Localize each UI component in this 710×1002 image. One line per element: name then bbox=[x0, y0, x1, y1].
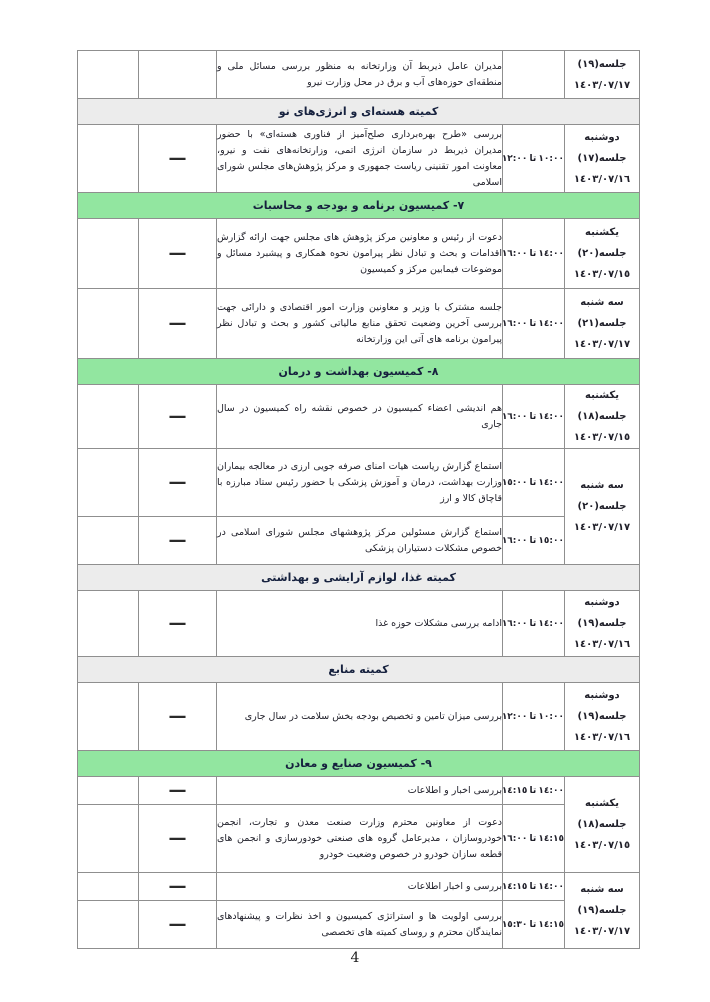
section-title: کمیته غذا، لوازم آرایشی و بهداشتی bbox=[78, 565, 640, 591]
time-cell: ١٤:٠٠ تا ١٦:٠٠ bbox=[503, 289, 565, 359]
session-number: جلسه(١٧) bbox=[577, 153, 627, 164]
agenda-cell: بررسی و اخبار اطلاعات bbox=[217, 873, 503, 901]
section-title: کمیته منابع bbox=[78, 657, 640, 683]
empty-cell bbox=[78, 125, 139, 193]
no-meeting-dash: — bbox=[168, 530, 187, 551]
agenda-cell: بررسی اخبار و اطلاعات bbox=[217, 777, 503, 805]
meeting-row bbox=[78, 219, 640, 289]
session-date: ١٤٠٣/٠٧/١٥ bbox=[573, 269, 631, 280]
session-date: ١٤٠٣/٠٧/١٧ bbox=[573, 522, 631, 533]
time-cell: ١٤:٠٠ تا ١٦:٠٠ bbox=[503, 385, 565, 449]
no-meeting-dash: — bbox=[168, 243, 187, 264]
no-meeting-dash: — bbox=[168, 706, 187, 727]
dash-cell bbox=[139, 219, 217, 289]
agenda-cell: استماع گزارش مسئولین مرکز پژوهشهای مجلس شورای اسلامی در خصوص مشکلات دستیاران پزشکی bbox=[217, 517, 503, 565]
page-number: 4 bbox=[350, 950, 360, 966]
session-date: ١٤٠٣/٠٧/١٧ bbox=[573, 79, 631, 91]
schedule-table bbox=[77, 50, 640, 949]
session-date-cell bbox=[565, 591, 640, 657]
dash-cell bbox=[139, 873, 217, 901]
dash-cell bbox=[139, 385, 217, 449]
meeting-row bbox=[78, 385, 640, 449]
session-date: ١٤٠٣/٠٧/١٧ bbox=[573, 339, 631, 350]
section-header-row bbox=[78, 657, 640, 683]
empty-cell bbox=[78, 901, 139, 949]
dash-cell bbox=[139, 51, 217, 99]
dash-cell bbox=[139, 449, 217, 517]
no-meeting-dash: — bbox=[168, 914, 187, 935]
empty-cell bbox=[78, 873, 139, 901]
section-header-row bbox=[78, 565, 640, 591]
section-title: ٧- کمیسیون برنامه و بودجه و محاسبات bbox=[78, 193, 640, 219]
session-date-cell bbox=[565, 51, 640, 99]
session-date: ١٤٠٣/٠٧/١٦ bbox=[573, 732, 631, 743]
dash-cell bbox=[139, 289, 217, 359]
no-meeting-dash: — bbox=[168, 780, 187, 801]
time-cell: ١٥:٠٠ تا ١٦:٠٠ bbox=[503, 517, 565, 565]
section-header-row bbox=[78, 99, 640, 125]
time-cell: ١٤:٠٠ تا ١٤:١٥ bbox=[503, 777, 565, 805]
empty-cell bbox=[78, 517, 139, 565]
agenda-cell: بررسی «طرح بهره‌برداری صلح‌آمیز از فناوری هسته‌ای» با حضور مدیران ذیربط در سازمان انرژی اتمی، وزارتخانه‌های نفت و نیرو، معاونت امور تقنینی ریاست جمهوری و مرکز پژوهش‌های مجلس شورای اسلامی bbox=[217, 125, 503, 193]
session-date-cell bbox=[565, 125, 640, 193]
session-date-cell bbox=[565, 385, 640, 449]
session-day: سه شنبه bbox=[580, 884, 624, 895]
dash-cell bbox=[139, 125, 217, 193]
section-header-row bbox=[78, 751, 640, 777]
agenda-cell: مدیران عامل ذیربط آن وزارتخانه به منظور بررسی مسائل ملی و منطقه‌ای حوزه‌های آب و برق در محل وزارت نیرو bbox=[217, 51, 503, 99]
dash-cell bbox=[139, 777, 217, 805]
session-date: ١٤٠٣/٠٧/١٦ bbox=[573, 174, 631, 185]
session-day: یکشنبه bbox=[585, 798, 619, 809]
dash-cell bbox=[139, 683, 217, 751]
meeting-row bbox=[78, 517, 640, 565]
agenda-cell: ادامه بررسی مشکلات حوزه غذا bbox=[217, 591, 503, 657]
session-number: جلسه(٢١) bbox=[577, 318, 627, 329]
time-cell: ١٤:١٥ تا ١٦:٠٠ bbox=[503, 805, 565, 873]
empty-cell bbox=[78, 449, 139, 517]
time-cell bbox=[503, 51, 565, 99]
dash-cell bbox=[139, 805, 217, 873]
session-number: جلسه(١٨) bbox=[577, 411, 627, 422]
session-number: جلسه(١٩) bbox=[577, 711, 627, 722]
section-title: ٩- کمیسیون صنایع و معادن bbox=[78, 751, 640, 777]
no-meeting-dash: — bbox=[168, 613, 187, 634]
agenda-cell: بررسی میزان تامین و تخصیص بودجه بخش سلامت در سال جاری bbox=[217, 683, 503, 751]
no-meeting-dash: — bbox=[168, 472, 187, 493]
time-cell: ١٠:٠٠ تا ١٢:٠٠ bbox=[503, 683, 565, 751]
empty-cell bbox=[78, 385, 139, 449]
agenda-cell: بررسی اولویت ها و استراتژی کمیسیون و اخذ نظرات و پیشنهادهای نمایندگان محترم و روسای کمیته های تخصصی bbox=[217, 901, 503, 949]
time-cell: ١٤:٠٠ تا ١٤:١٥ bbox=[503, 873, 565, 901]
session-day: دوشنبه bbox=[584, 597, 620, 608]
dash-cell bbox=[139, 901, 217, 949]
agenda-cell: دعوت از رئیس و معاونین مرکز پژوهش های مجلس جهت ارائه گزارش اقدامات و بحث و تبادل نظر پیرامون نحوه همکاری و پیشبرد مسائل و موضوعات فیمابین مرکز و کمیسیون bbox=[217, 219, 503, 289]
empty-cell bbox=[78, 777, 139, 805]
time-cell: ١٤:٠٠ تا ١٦:٠٠ bbox=[503, 591, 565, 657]
meeting-row bbox=[78, 51, 640, 99]
no-meeting-dash: — bbox=[168, 828, 187, 849]
empty-cell bbox=[78, 51, 139, 99]
time-cell: ١٤:٠٠ تا ١٦:٠٠ bbox=[503, 219, 565, 289]
time-cell: ١٤:١٥ تا ١٥:٣٠ bbox=[503, 901, 565, 949]
meeting-row bbox=[78, 591, 640, 657]
section-header-row bbox=[78, 359, 640, 385]
session-day: سه شنبه bbox=[580, 480, 624, 491]
agenda-cell: جلسه مشترک با وزیر و معاونین وزارت امور اقتصادی و دارائی جهت بررسی آخرین وضعیت تحقق منابع مالیاتی کشور و بحث و تبادل نظر پیرامون برنامه های آتی این وزارتخانه bbox=[217, 289, 503, 359]
meeting-row bbox=[78, 901, 640, 949]
session-date-cell bbox=[565, 777, 640, 873]
dash-cell bbox=[139, 517, 217, 565]
session-number: جلسه(١٩) bbox=[577, 58, 627, 70]
agenda-cell: استماع گزارش ریاست هیات امنای صرفه جویی ارزی در معالجه بیماران وزارت بهداشت، درمان و آموزش پزشکی با حضور رئیس ستاد مبارزه با قاچاق کالا و ارز bbox=[217, 449, 503, 517]
session-date-cell bbox=[565, 219, 640, 289]
session-date: ١٤٠٣/٠٧/١٦ bbox=[573, 639, 631, 650]
session-date-cell bbox=[565, 683, 640, 751]
empty-cell bbox=[78, 683, 139, 751]
session-date: ١٤٠٣/٠٧/١٥ bbox=[573, 840, 631, 851]
section-title: کمیته هسته‌ای و انرژی‌های نو bbox=[78, 99, 640, 125]
session-day: دوشنبه bbox=[584, 690, 620, 701]
session-day: دوشنبه bbox=[584, 132, 620, 143]
agenda-cell: هم اندیشی اعضاء کمیسیون در خصوص نقشه راه کمیسیون در سال جاری bbox=[217, 385, 503, 449]
session-date: ١٤٠٣/٠٧/١٧ bbox=[573, 926, 631, 937]
empty-cell bbox=[78, 591, 139, 657]
section-header-row bbox=[78, 193, 640, 219]
meeting-row bbox=[78, 805, 640, 873]
no-meeting-dash: — bbox=[168, 876, 187, 897]
meeting-row bbox=[78, 289, 640, 359]
session-number: جلسه(١٩) bbox=[577, 618, 627, 629]
session-date-cell bbox=[565, 289, 640, 359]
session-number: جلسه(٢٠) bbox=[577, 501, 627, 512]
empty-cell bbox=[78, 289, 139, 359]
session-date-cell bbox=[565, 873, 640, 949]
no-meeting-dash: — bbox=[168, 148, 187, 169]
session-day: سه شنبه bbox=[580, 297, 624, 308]
session-date: ١٤٠٣/٠٧/١٥ bbox=[573, 432, 631, 443]
meeting-row bbox=[78, 125, 640, 193]
meeting-row bbox=[78, 777, 640, 805]
no-meeting-dash: — bbox=[168, 313, 187, 334]
time-cell: ١٤:٠٠ تا ١٥:٠٠ bbox=[503, 449, 565, 517]
no-meeting-dash: — bbox=[168, 406, 187, 427]
section-title: ٨- کمیسیون بهداشت و درمان bbox=[78, 359, 640, 385]
agenda-cell: دعوت از معاونین محترم وزارت صنعت معدن و تجارت، انجمن خودروسازان ، مدیرعامل گروه های صنعتی خودورسازی و انجمن های قطعه سازان خودرو در خصوص وضعیت خودرو bbox=[217, 805, 503, 873]
session-number: جلسه(٢٠) bbox=[577, 248, 627, 259]
session-day: یکشنبه bbox=[585, 390, 619, 401]
session-date-cell bbox=[565, 449, 640, 565]
session-number: جلسه(١٩) bbox=[577, 905, 627, 916]
meeting-row bbox=[78, 683, 640, 751]
empty-cell bbox=[78, 805, 139, 873]
session-day: یکشنبه bbox=[585, 227, 619, 238]
empty-cell bbox=[78, 219, 139, 289]
session-number: جلسه(١٨) bbox=[577, 819, 627, 830]
dash-cell bbox=[139, 591, 217, 657]
meeting-row bbox=[78, 449, 640, 517]
meeting-row bbox=[78, 873, 640, 901]
time-cell: ١٠:٠٠ تا ١٢:٠٠ bbox=[503, 125, 565, 193]
